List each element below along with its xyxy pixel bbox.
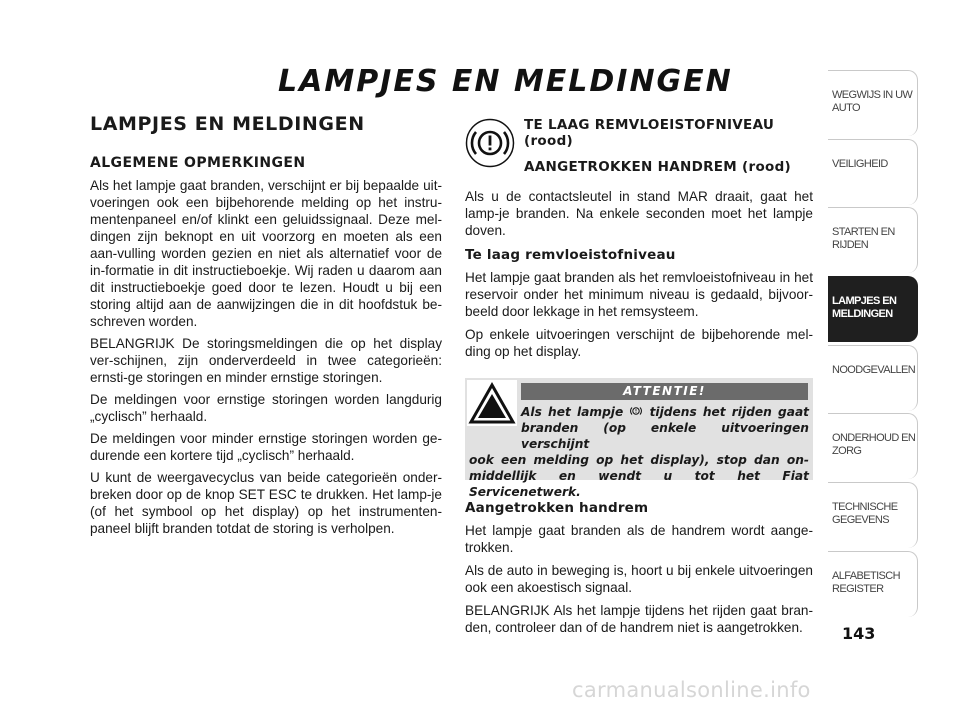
tab-onderhoud[interactable] <box>828 413 918 479</box>
chapter-tabs <box>828 70 918 620</box>
right-column <box>465 112 813 642</box>
paragraph: De meldingen voor ernstige storingen worden langdurig „cyclisch” herhaald. <box>90 392 442 424</box>
attention-label: ATTENTIE! <box>521 383 808 400</box>
tab-label: WEGWIJS IN UW AUTO <box>832 89 913 114</box>
tab-wegwijs[interactable] <box>828 70 918 136</box>
tab-label: NOODGEVALLEN <box>832 363 916 376</box>
warning-lamp-header <box>465 112 813 188</box>
attention-text-line1: tijdens het rijden gaat branden (op enkele uitvoeringen verschijnt <box>521 405 809 451</box>
tab-alfabetisch[interactable] <box>828 551 918 617</box>
tab-label: VEILIGHEID <box>832 157 888 170</box>
tab-starten[interactable] <box>828 207 918 273</box>
brake-warning-icon <box>465 118 515 168</box>
page-number: 143 <box>842 624 876 643</box>
attention-text <box>469 404 809 500</box>
tab-label: ALFABETISCH REGISTER <box>832 569 900 595</box>
page-title: LAMPJES EN MELDINGEN <box>278 64 733 99</box>
paragraph: BELANGRIJK De storingsmeldingen die op het display ver-schijnen, zijn onderverdeeld in twee categorieën: ernsti-ge storingen en minder ernstige storingen. <box>90 336 442 385</box>
paragraph: Als de auto in beweging is, hoort u bij enkele uitvoeringen ook een akoestisch signaal. <box>465 563 813 595</box>
tab-label: STARTEN EN RIJDEN <box>832 226 895 252</box>
paragraph: Op enkele uitvoeringen verschijnt de bijbehorende mel-ding op het display. <box>465 327 813 359</box>
tab-label: ONDERHOUD EN ZORG <box>832 432 916 458</box>
tab-noodgevallen[interactable] <box>828 345 918 411</box>
subheading-brake-fluid: Te laag remvloeistofniveau <box>465 247 676 263</box>
tab-lampjes[interactable] <box>828 276 918 342</box>
tab-label: LAMPJES EN MELDINGEN <box>832 295 897 321</box>
paragraph: Het lampje gaat branden als het remvloeistofniveau in het reservoir onder het minimum niveau is gedaald, bijvoor-beeld door lekkage in het remsysteem. <box>465 270 813 319</box>
attention-text-start: Als het lampje <box>521 405 624 419</box>
warning-title: TE LAAG REMVLOEISTOFNIVEAU (rood) <box>524 117 775 149</box>
watermark: carmanualsonline.info <box>572 678 811 702</box>
tab-label: TECHNISCHE GEGEVENS <box>832 501 898 527</box>
attention-box <box>465 378 813 499</box>
tab-technische[interactable] <box>828 482 918 548</box>
paragraph: Het lampje gaat branden als de handrem wordt aange-trokken. <box>465 523 813 555</box>
brake-warning-icon <box>629 405 643 417</box>
paragraph: U kunt de weergavecyclus van beide categorieën onder-breken door op de knop SET ESC te drukken. Het lamp-je (of het symbool op het display) op het instrumenten-paneel blijft branden totdat de storing is verholpen. <box>90 470 442 536</box>
paragraph: Als u de contactsleutel in stand MAR draait, gaat het lamp-je branden. Na enkele seconden moet het lampje doven. <box>465 189 813 238</box>
paragraph: BELANGRIJK Als het lampje tijdens het rijden gaat bran-den, controleer dan of de handrem niet is aangetrokken. <box>465 603 813 635</box>
left-column <box>90 112 442 542</box>
paragraph: Als het lampje gaat branden, verschijnt er bij bepaalde uit-voeringen ook een bijbehorende melding op het instru-mentenpaneel en/of klinkt een geluidssignaal. Deze mel-dingen zijn beknopt en uit voorzorg en moeten als een aan-vulling worden gezien en niet als alternatief voor de in-formatie in dit instructieboekje. Wij raden u daarom aan dit instructieboekje goed door te lezen. Houdt u bij een storing altijd aan de aanwijzingen die in dit hoofdstuk be-schreven worden. <box>90 178 442 329</box>
paragraph: De meldingen voor minder ernstige storingen worden ge-durende een kortere tijd „cyclisch” herhaald. <box>90 431 442 463</box>
subheading-general-remarks: ALGEMENE OPMERKINGEN <box>90 155 306 171</box>
warning-subtitle: AANGETROKKEN HANDREM (rood) <box>524 159 792 175</box>
tab-veiligheid[interactable] <box>828 139 918 205</box>
subheading-handbrake: Aangetrokken handrem <box>465 500 649 516</box>
attention-text-rest: ook een melding op het display), stop dan on-middellijk en wendt u tot het Fiat Servicenetwerk. <box>469 453 809 499</box>
section-heading: LAMPJES EN MELDINGEN <box>90 113 365 135</box>
